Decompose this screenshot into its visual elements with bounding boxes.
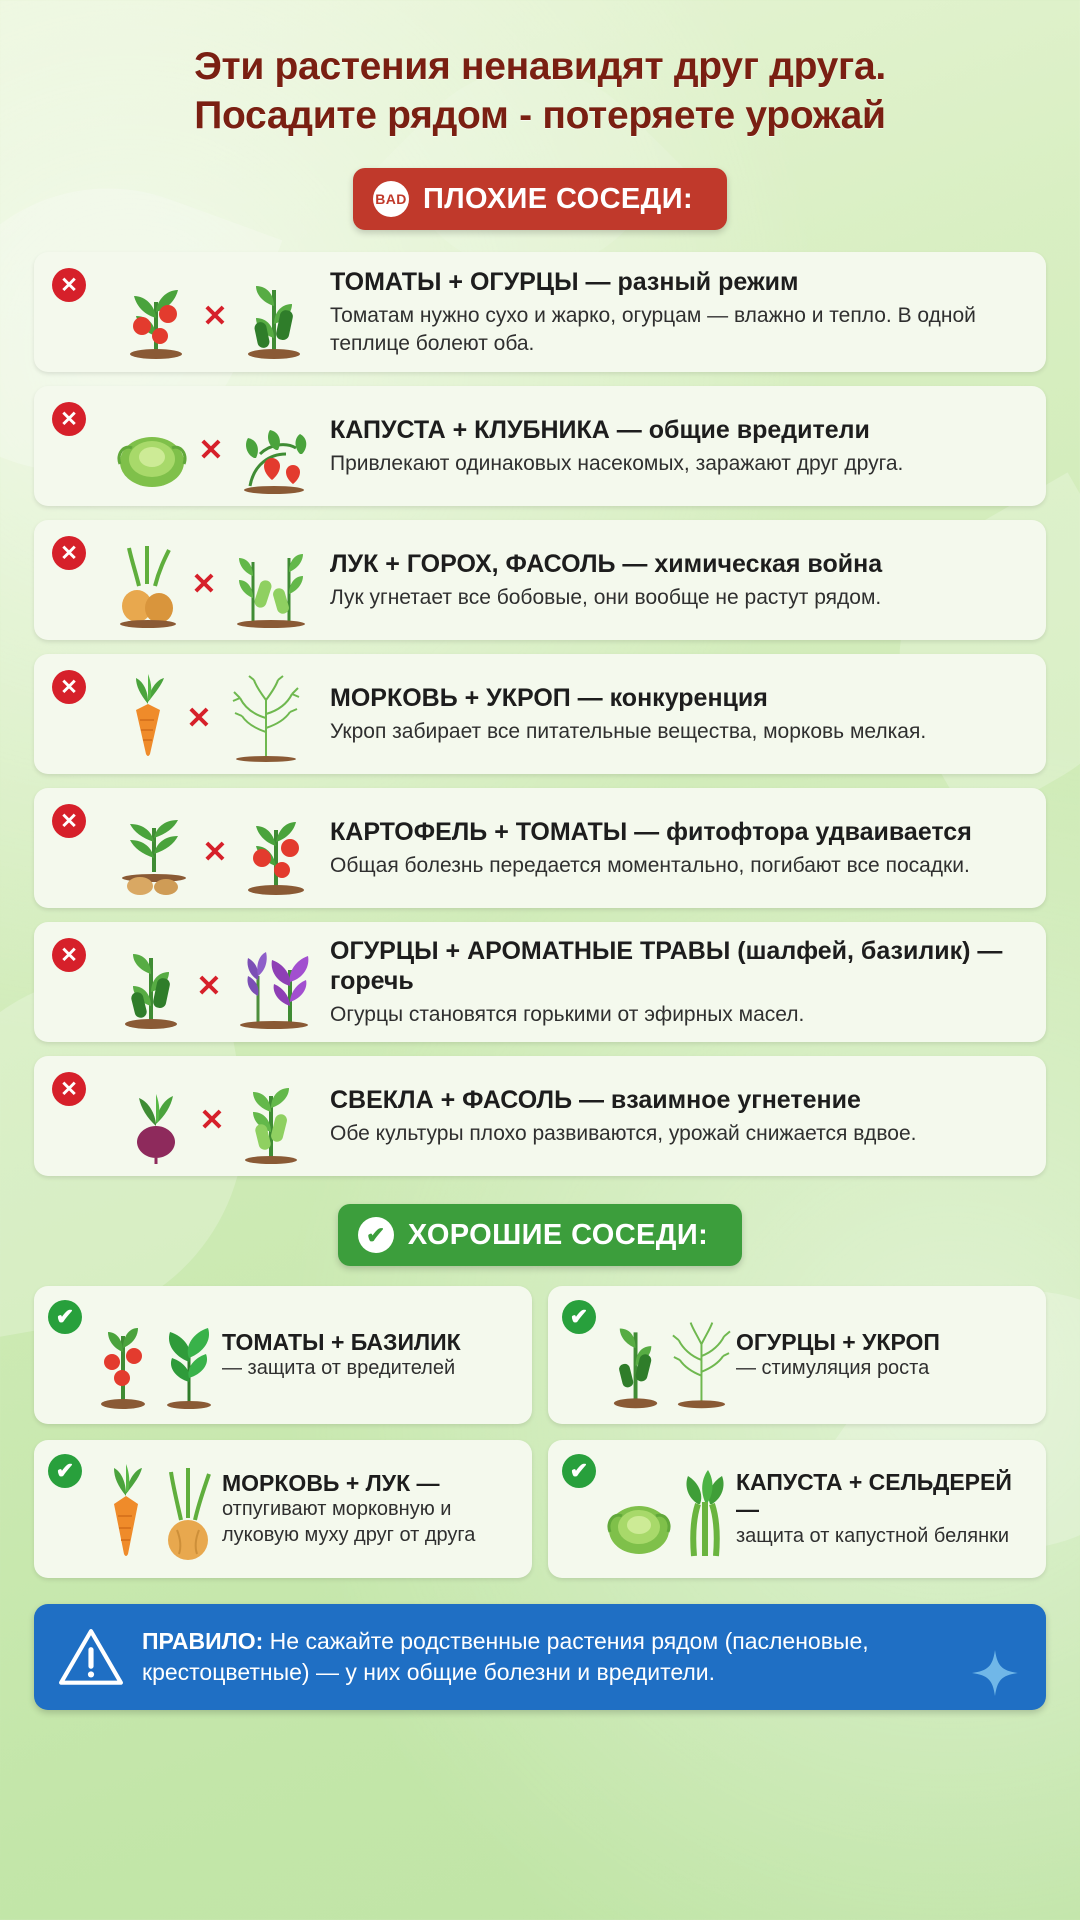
check-mark-icon: ✔: [562, 1454, 596, 1488]
list-item: [548, 1286, 1046, 1424]
bean-plant-icon: [231, 1072, 311, 1164]
list-item: [34, 386, 1046, 506]
cross-mark-icon: ✕: [52, 1072, 86, 1106]
title-line-1: Эти растения ненавидят друг друга.: [194, 45, 886, 88]
cucumber-plant-icon: [234, 266, 314, 360]
rule-callout: [34, 1604, 1046, 1710]
pair-text: [320, 1085, 917, 1148]
pair-title: ОГУРЦЫ + АРОМАТНЫЕ ТРАВЫ (шалфей, базилик) — горечь: [330, 936, 1003, 995]
basil-icon: [156, 1306, 222, 1410]
pair-description: Лук угнетает все бобовые, они вообще не растут рядом.: [330, 585, 882, 609]
pea-plant-icon: [223, 536, 319, 628]
pair-description: Обе культуры плохо развиваются, урожай снижается вдвое.: [330, 1121, 917, 1145]
pair-title: ОГУРЦЫ + УКРОП: [736, 1328, 940, 1355]
pair-title: КАПУСТА + КЛУБНИКА — общие вредители: [330, 415, 870, 444]
pair-title: МОРКОВЬ + УКРОП — конкуренция: [330, 683, 768, 712]
cross-icon: ✕: [202, 300, 228, 334]
good-section-banner: [338, 1204, 742, 1266]
pair-illustration: [110, 1068, 320, 1164]
list-item: [34, 252, 1046, 372]
rule-text: [142, 1626, 1020, 1688]
list-item: [34, 520, 1046, 640]
carrot-icon: [97, 1454, 155, 1564]
pair-title: МОРКОВЬ + ЛУК —: [222, 1470, 440, 1497]
pair-illustration: [110, 800, 320, 896]
page-title: [34, 0, 1046, 140]
cucumber-plant-icon: [112, 936, 190, 1030]
carrot-icon: [116, 670, 180, 762]
pair-illustration: [110, 934, 320, 1030]
cross-mark-icon: ✕: [52, 938, 86, 972]
bad-section-banner: [353, 168, 727, 230]
list-item: [34, 788, 1046, 908]
list-item: [34, 1440, 532, 1578]
pair-description: защита от капустной белянки: [736, 1524, 1010, 1547]
pair-text: [222, 1470, 518, 1548]
pair-description: Огурцы становятся горькими от эфирных масел.: [330, 1002, 805, 1026]
pair-description: Общая болезнь передается моментально, погибают все посадки.: [330, 853, 970, 877]
pair-illustration: [110, 398, 320, 494]
pair-text: [320, 683, 926, 746]
pair-text: [320, 549, 882, 612]
cross-icon: ✕: [186, 702, 212, 736]
tomato-plant-icon: [234, 802, 318, 896]
pair-title: ЛУК + ГОРОХ, ФАСОЛЬ — химическая война: [330, 549, 883, 578]
pair-text: [222, 1329, 461, 1382]
basil-sage-icon: [228, 936, 318, 1030]
list-item: [34, 922, 1046, 1042]
pair-title: СВЕКЛА + ФАСОЛЬ — взаимное угнетение: [330, 1085, 861, 1114]
pair-title: ТОМАТЫ + ОГУРЦЫ — разный режим: [330, 268, 799, 297]
strawberry-plant-icon: [230, 414, 318, 494]
pair-description: — защита от вредителей: [222, 1357, 456, 1380]
pair-illustration: [110, 532, 320, 628]
pair-text: [320, 817, 972, 880]
cross-icon: ✕: [196, 970, 222, 1004]
cabbage-icon: [112, 414, 192, 494]
pair-text: [320, 936, 1028, 1029]
bad-section-heading: ПЛОХИЕ СОСЕДИ:: [422, 182, 694, 215]
cross-mark-icon: ✕: [52, 670, 86, 704]
pair-description: — стимуляция роста: [736, 1357, 930, 1380]
pair-description: отпугивают морковную и луковую муху друг от друга: [222, 1498, 476, 1546]
pair-text: [736, 1469, 1032, 1549]
pair-illustration: [606, 1300, 736, 1410]
pair-text: [736, 1329, 940, 1382]
pair-title: КАРТОФЕЛЬ + ТОМАТЫ — фитофтора удваивается: [330, 817, 972, 846]
onion-icon: [157, 1454, 217, 1564]
warning-triangle-icon: [58, 1627, 124, 1687]
pair-illustration: [92, 1300, 222, 1410]
cross-mark-icon: ✕: [52, 268, 86, 302]
check-mark-icon: ✔: [562, 1300, 596, 1334]
bad-badge-icon: BAD: [373, 181, 409, 217]
pair-text: [320, 267, 1028, 357]
bad-pairs-list: [34, 252, 1046, 1176]
list-item: [34, 1056, 1046, 1176]
cross-icon: ✕: [191, 568, 217, 602]
pair-illustration: [110, 666, 320, 762]
bad-banner-wrap: [34, 168, 1046, 230]
pair-illustration: [92, 1454, 222, 1564]
good-pairs-grid: [34, 1286, 1046, 1578]
check-mark-icon: ✔: [48, 1300, 82, 1334]
cross-mark-icon: ✕: [52, 536, 86, 570]
cross-icon: ✕: [202, 836, 228, 870]
cross-icon: ✕: [199, 1104, 225, 1138]
list-item: [34, 654, 1046, 774]
celery-icon: [674, 1456, 736, 1564]
pair-illustration: [606, 1454, 736, 1564]
cross-mark-icon: ✕: [52, 804, 86, 838]
rule-label: ПРАВИЛО:: [142, 1628, 264, 1655]
cabbage-icon: [606, 1464, 672, 1564]
check-badge-icon: ✔: [358, 1217, 394, 1253]
cross-mark-icon: ✕: [52, 402, 86, 436]
potato-plant-icon: [112, 802, 196, 896]
tomato-plant-icon: [116, 266, 196, 360]
pair-text: [320, 415, 903, 478]
check-mark-icon: ✔: [48, 1454, 82, 1488]
pair-description: Томатам нужно сухо и жарко, огурцам — влажно и тепло. В одной теплице болеют оба.: [330, 304, 976, 355]
onion-icon: [111, 536, 185, 628]
dill-icon: [218, 670, 314, 762]
good-section-heading: ХОРОШИЕ СОСЕДИ:: [407, 1218, 709, 1251]
beet-icon: [119, 1072, 193, 1164]
pair-title: ТОМАТЫ + БАЗИЛИК: [222, 1328, 461, 1355]
cross-icon: ✕: [198, 434, 224, 468]
pair-title: КАПУСТА + СЕЛЬДЕРЕЙ —: [736, 1469, 1012, 1523]
tomato-plant-icon: [92, 1306, 154, 1410]
pair-illustration: [110, 264, 320, 360]
sparkle-icon: [972, 1650, 1018, 1696]
list-item: [548, 1440, 1046, 1578]
title-line-2: Посадите рядом - потеряете урожай: [194, 94, 886, 138]
rule-body: Не сажайте родственные растения рядом (пасленовые, крестоцветные) — у них общие болезни и вредители.: [142, 1628, 869, 1686]
list-item: [34, 1286, 532, 1424]
cucumber-plant-icon: [606, 1306, 665, 1410]
pair-description: Привлекают одинаковых насекомых, заражают друг друга.: [330, 451, 904, 475]
dill-icon: [667, 1306, 736, 1410]
pair-description: Укроп забирает все питательные вещества, морковь мелкая.: [330, 719, 927, 743]
good-banner-wrap: [34, 1204, 1046, 1266]
